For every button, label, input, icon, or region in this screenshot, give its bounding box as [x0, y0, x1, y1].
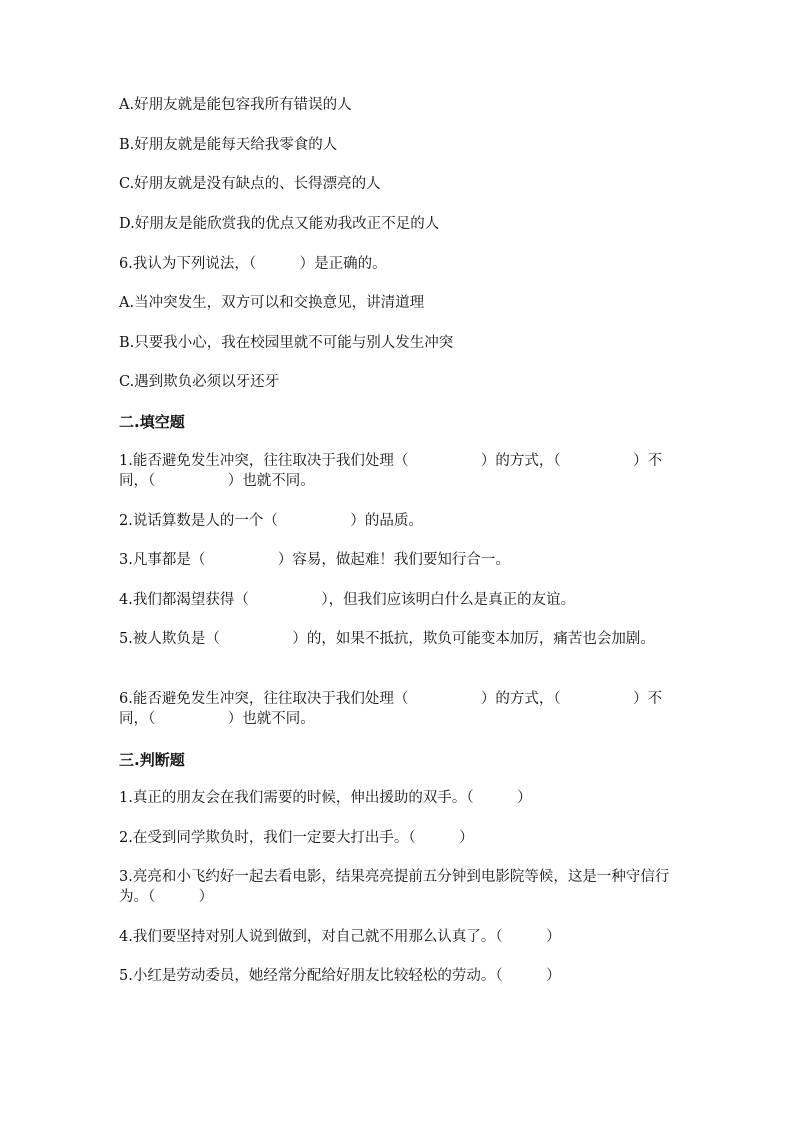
judgment-item-4: 4.我们要坚持对别人说到做到，对自己就不用那么认真了。（ ）: [119, 929, 561, 945]
judgment-item-1: 1.真正的朋友会在我们需要的时候，伸出援助的双手。（ ）: [119, 790, 532, 806]
q6-stem: 6.我认为下列说法，（ ）是正确的。: [119, 256, 387, 272]
fill-blank-item-1: 1.能否避免发生冲突，往往取决于我们处理（ ）的方式，（ ）不同，（ ）也就不同。: [119, 453, 663, 489]
fill-blank-item-5: 5.被人欺负是（ ）的，如果不抵抗，欺负可能变本加厉，痛苦也会加剧。: [119, 631, 655, 647]
fill-blank-item-2: 2.说话算数是人的一个（ ）的品质。: [119, 513, 423, 529]
q5-option-a: A.好朋友就是能包容我所有错误的人: [119, 97, 352, 113]
judgment-item-5: 5.小红是劳动委员，她经常分配给好朋友比较轻松的劳动。（ ）: [119, 968, 561, 984]
judgment-item-3: 3.亮亮和小飞约好一起去看电影，结果亮亮提前五分钟到电影院等候，这是一种守信行为。（ ）: [119, 869, 670, 905]
judgment-item-2: 2.在受到同学欺负时，我们一定要大打出手。（ ）: [119, 830, 474, 846]
q6-option-b: B.只要我小心，我在校园里就不可能与别人发生冲突: [119, 335, 454, 351]
q5-option-c: C.好朋友就是没有缺点的、长得漂亮的人: [119, 176, 381, 192]
q5-option-d: D.好朋友是能欣赏我的优点又能劝我改正不足的人: [119, 216, 440, 232]
section-judgment-title: 三.判断题: [119, 751, 185, 769]
q6-option-a: A.当冲突发生，双方可以和交换意见，讲清道理: [119, 295, 425, 311]
fill-blank-item-4: 4.我们都渴望获得（ ），但我们应该明白什么是真正的友谊。: [119, 592, 576, 608]
q5-option-b: B.好朋友就是能每天给我零食的人: [119, 137, 338, 153]
q6-option-c: C.遇到欺负必须以牙还牙: [119, 374, 280, 390]
fill-blank-item-6: 6.能否避免发生冲突，往往取决于我们处理（ ）的方式，（ ）不同，（ ）也就不同。: [119, 691, 663, 727]
section-fill-blank-title: 二.填空题: [119, 413, 185, 431]
fill-blank-item-3: 3.凡事都是（ ）容易，做起难！我们要知行合一。: [119, 552, 510, 568]
